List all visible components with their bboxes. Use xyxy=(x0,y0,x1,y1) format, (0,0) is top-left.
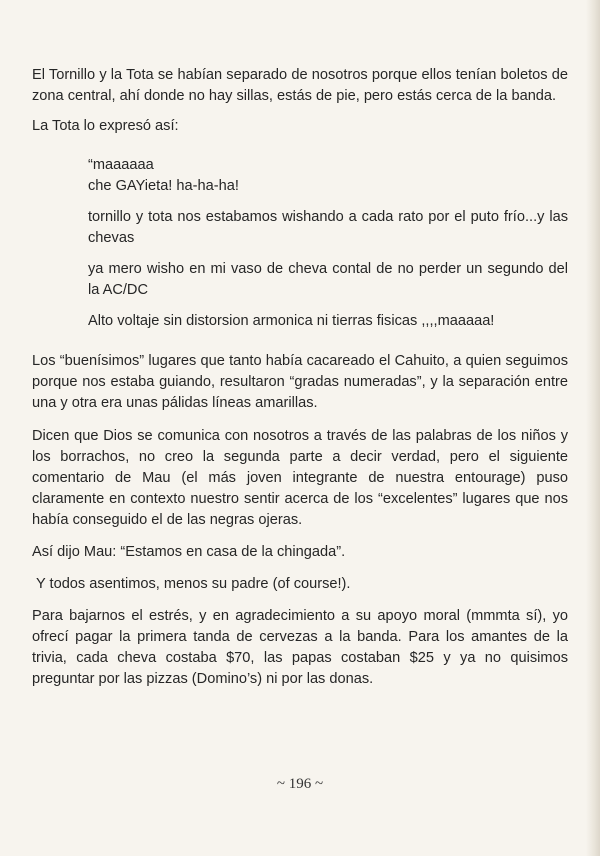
quote-paragraph: tornillo y tota nos estabamos wishando a cada rato por el puto frío...y las chevas xyxy=(88,209,568,246)
paragraph: Y todos asentimos, menos su padre (of course!). xyxy=(36,576,351,592)
page-number: ~ 196 ~ xyxy=(276,776,324,792)
paragraph: Para bajarnos el estrés, y en agradecimiento a su apoyo moral (mmmta sí), yo ofrecí pagar la primera tanda de cervezas a la banda. Para los amantes de la trivia, cada cheva costaba $70, las papas costaban $25 y ya no quisimos preguntar por las pizzas (Domino’s) ni por las donas. xyxy=(32,608,568,687)
quote-line: “maaaaaa xyxy=(88,157,154,173)
paragraph: Los “buenísimos” lugares que tanto había cacareado el Cahuito, a quien seguimos porque nos estaba guiando, resultaron “gradas numeradas”, y la separación entre una y otra era unas pálidas líneas amarillas. xyxy=(32,353,568,411)
quote-line: che GAYieta! ha-ha-ha! xyxy=(88,178,239,194)
quote-paragraph: ya mero wisho en mi vaso de cheva contal de no perder un segundo del la AC/DC xyxy=(88,261,568,298)
quoted-message xyxy=(88,155,568,332)
quote-paragraph: Alto voltaje sin distorsion armonica ni tierras fisicas ,,,,maaaaa! xyxy=(88,313,495,329)
paragraph: La Tota lo expresó así: xyxy=(32,118,179,134)
paragraph: Así dijo Mau: “Estamos en casa de la chingada”. xyxy=(32,544,346,560)
page-body xyxy=(32,65,568,700)
paragraph: El Tornillo y la Tota se habían separado de nosotros porque ellos tenían boletos de zona central, ahí donde no hay sillas, estás de pie, pero estás cerca de la banda. xyxy=(32,67,568,104)
paragraph: Dicen que Dios se comunica con nosotros a través de las palabras de los niños y los borrachos, no creo la segunda parte a decir verdad, pero el siguiente comentario de Mau (el más joven integrante de nuestra entourage) puso claramente en contexto nuestro sentir acerca de los “excelentes” lugares que nos había conseguido el de las negras ojeras. xyxy=(32,428,568,528)
page-edge-shadow xyxy=(586,0,600,856)
